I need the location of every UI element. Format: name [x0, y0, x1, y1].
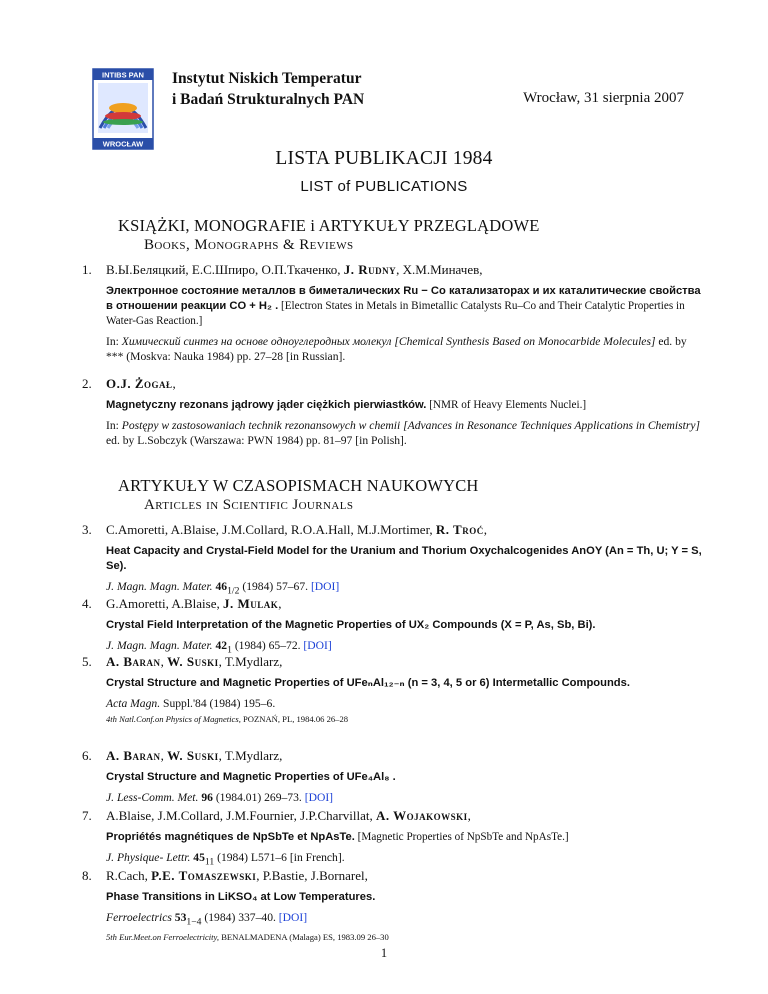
source-details: (1984) 65–72. [231, 639, 301, 652]
journal-name: Ferroelectrics [106, 911, 172, 924]
title-text: Propriétés magnétiques de NpSbTe et NpAsTe. [106, 831, 355, 843]
doi-link[interactable]: [DOI] [310, 580, 340, 593]
logo-bottom-text: WROCŁAW [102, 139, 144, 149]
entry-authors [82, 748, 702, 764]
publication-entry [82, 522, 702, 598]
entry-authors [82, 596, 702, 612]
publication-entry [82, 262, 702, 364]
journal-volume: 96 [201, 791, 213, 804]
entry-number: 7. [82, 808, 92, 823]
entry-number: 3. [82, 522, 92, 537]
entry-source [106, 334, 702, 364]
authors-text: G.Amoretti, A.Blaise, [106, 596, 223, 611]
publication-entry [82, 808, 702, 869]
authors-text: , [467, 808, 471, 823]
authors-text: , [172, 376, 176, 391]
journal-name: J. Physique- Lettr. [106, 851, 191, 864]
authors-text: A.Blaise, J.M.Collard, J.M.Fournier, J.P.Charvillat, [106, 808, 376, 823]
section-title: ARTYKUŁY W CZASOPISMACH NAUKOWYCH [118, 476, 479, 495]
title-translation: [Magnetic Properties of NpSbTe and NpAsTe.] [357, 831, 569, 843]
source-prefix: In: [106, 419, 122, 432]
source-details: Suppl.'84 (1984) 195–6. [160, 697, 276, 710]
authors-text: , T.Mydlarz, [218, 654, 283, 669]
book-title: Postępy w zastosowaniach technik rezonansowych w chemii [Advances in Resonance Techniques Applications in Chemistry] [121, 419, 700, 432]
title-text: Crystal Structure and Magnetic Properties of UFe₄Al₈ . [106, 771, 396, 783]
author-highlight: A. Wojakowski [375, 808, 468, 823]
entry-authors [82, 868, 702, 884]
conference-note [106, 932, 702, 942]
entry-authors [82, 376, 702, 392]
author-highlight: J. Mulak [223, 596, 279, 611]
conference-name: 4th Natl.Conf.on Physics of Magnetics, [106, 714, 241, 724]
entry-number: 2. [82, 376, 92, 391]
page-number: 1 [380, 946, 388, 960]
journal-issue: 11 [204, 856, 215, 868]
conference-name: 5th Eur.Meet.on Ferroelectricity, [106, 932, 220, 943]
title-translation: [Electron States in Metals in Bimetallic Catalysts Ru–Co and Their Catalytic Properties in Water-Gas Reaction.] [106, 300, 685, 327]
source-details: (1984) 337–40. [201, 911, 276, 924]
journal-name: J. Magn. Magn. Mater. [106, 639, 213, 652]
section-subtitle: Books, Monographs & Reviews [144, 237, 354, 253]
entry-source [106, 850, 702, 869]
publication-entry [82, 596, 702, 657]
authors-text: , Х.М.Миначев, [396, 262, 483, 277]
entry-authors [82, 522, 702, 538]
entry-number: 5. [82, 654, 92, 669]
authors-text: , [160, 748, 168, 763]
source-details: (1984) L571–6 [in French]. [214, 851, 345, 864]
section-subtitle: Articles in Scientific Journals [144, 497, 354, 513]
journal-issue: 1 [227, 644, 232, 656]
publication-entry [82, 376, 702, 448]
journal-volume: 46 [215, 580, 228, 593]
source-details: ed. by L.Sobczyk (Warszawa: PWN 1984) pp. 81–97 [in Polish]. [106, 434, 407, 447]
journal-volume: 53 [174, 911, 187, 924]
authors-text: , [278, 596, 282, 611]
page-title: LISTA PUBLIKACJI 1984 [275, 148, 493, 169]
conference-details: BENALMADENA (Malaga) ES, 1983.09 26–30 [219, 932, 389, 943]
title-text: Электронное состояние металлов в биметалических Ru − Co катализаторах и их каталитические свойства в отношении реакции CO + H₂ . [106, 285, 701, 312]
entry-source [106, 790, 702, 805]
entry-title [106, 770, 702, 785]
author-highlight: W. Suski [167, 654, 219, 669]
entry-source [106, 910, 702, 929]
entry-number: 6. [82, 748, 92, 763]
journal-issue: 1/2 [227, 585, 240, 597]
author-highlight: W. Suski [167, 748, 219, 763]
institute-name [172, 68, 364, 110]
intibs-logo [92, 68, 154, 150]
entry-title [106, 830, 702, 845]
source-details: (1984.01) 269–73. [212, 791, 302, 804]
entry-number: 4. [82, 596, 92, 611]
section-articles [118, 476, 479, 514]
entry-source [106, 418, 702, 448]
source-details: ed. by *** (Moskva: Nauka 1984) pp. 27–28 [in Russian]. [106, 335, 687, 363]
entry-title [106, 618, 702, 633]
publication-entry [82, 654, 702, 724]
authors-text: В.Ы.Беляцкий, Е.С.Шпиро, О.П.Ткаченко, [106, 262, 344, 277]
authors-text: , T.Mydlarz, [218, 748, 283, 763]
title-text: Heat Capacity and Crystal-Field Model for the Uranium and Thorium Oxychalcogenides AnOY (An = Th, U; Y = S, Se). [106, 545, 702, 572]
entry-number: 1. [82, 262, 92, 277]
section-books [118, 216, 540, 254]
entry-title [106, 398, 702, 413]
journal-volume: 45 [193, 851, 205, 864]
journal-name: J. Less-Comm. Met. [106, 791, 199, 804]
authors-text: R.Cach, [106, 868, 152, 883]
entry-source [106, 696, 702, 711]
entry-authors [82, 808, 702, 824]
section-title: KSIĄŻKI, MONOGRAFIE i ARTYKUŁY PRZEGLĄDOWE [118, 216, 540, 235]
title-text: Crystal Field Interpretation of the Magnetic Properties of UX₂ Compounds (X = P, As, Sb, Bi). [106, 619, 596, 631]
title-text: Crystal Structure and Magnetic Properties of UFeₙAl₁₂₋ₙ (n = 3, 4, 5 or 6) Intermetallic Compounds. [106, 677, 630, 689]
entry-title [106, 284, 702, 329]
authors-text: , [160, 654, 168, 669]
authors-text: , P.Bastie, J.Bornarel, [256, 868, 368, 883]
authors-text: , [483, 522, 487, 537]
document-date: Wrocław, 31 sierpnia 2007 [523, 90, 684, 106]
publication-entry [82, 748, 702, 805]
author-highlight: J. Rudny [343, 262, 397, 277]
conference-note [106, 714, 702, 724]
title-text: Phase Transitions in LiKSO₄ at Low Temperatures. [106, 891, 376, 903]
entry-title [106, 676, 702, 691]
author-highlight: R. Troć [435, 522, 484, 537]
doi-link[interactable]: [DOI] [303, 639, 332, 652]
institute-line-1: Instytut Niskich Temperatur [172, 70, 362, 87]
journal-name: J. Magn. Magn. Mater. [106, 580, 213, 593]
author-highlight: A. Baran [106, 654, 161, 669]
author-highlight: A. Baran [106, 748, 161, 763]
entry-title [106, 544, 702, 574]
title-translation: [NMR of Heavy Elements Nuclei.] [429, 399, 587, 411]
entry-authors [82, 262, 702, 278]
entry-number: 8. [82, 868, 92, 883]
author-highlight: P.E. Tomaszewski [151, 868, 257, 883]
doi-link[interactable]: [DOI] [304, 791, 334, 804]
authors-text: C.Amoretti, A.Blaise, J.M.Collard, R.O.A.Hall, M.J.Mortimer, [106, 522, 436, 537]
institute-line-2: i Badań Strukturalnych PAN [172, 91, 365, 108]
title-text: Magnetyczny rezonans jądrowy jąder ciężkich pierwiastków. [106, 399, 427, 411]
journal-issue: 1−4 [186, 916, 202, 928]
doi-link[interactable]: [DOI] [278, 911, 308, 924]
page-subtitle: LIST of PUBLICATIONS [300, 178, 468, 195]
conference-details: POZNAŃ, PL, 1984.06 26–28 [240, 714, 349, 724]
entry-title [106, 890, 702, 905]
source-prefix: In: [106, 335, 122, 348]
journal-name: Acta Magn. [106, 697, 161, 710]
book-title: Химический синтез на основе одноуглеродных молекул [Chemical Synthesis Based on Monocarbide Molecules] [121, 335, 656, 348]
author-highlight: O.J. Żogał [106, 376, 173, 391]
publication-entry [82, 868, 702, 942]
entry-authors [82, 654, 702, 670]
journal-volume: 42 [215, 639, 228, 652]
source-details: (1984) 57–67. [239, 580, 309, 593]
logo-top-text: INTIBS PAN [102, 70, 144, 80]
